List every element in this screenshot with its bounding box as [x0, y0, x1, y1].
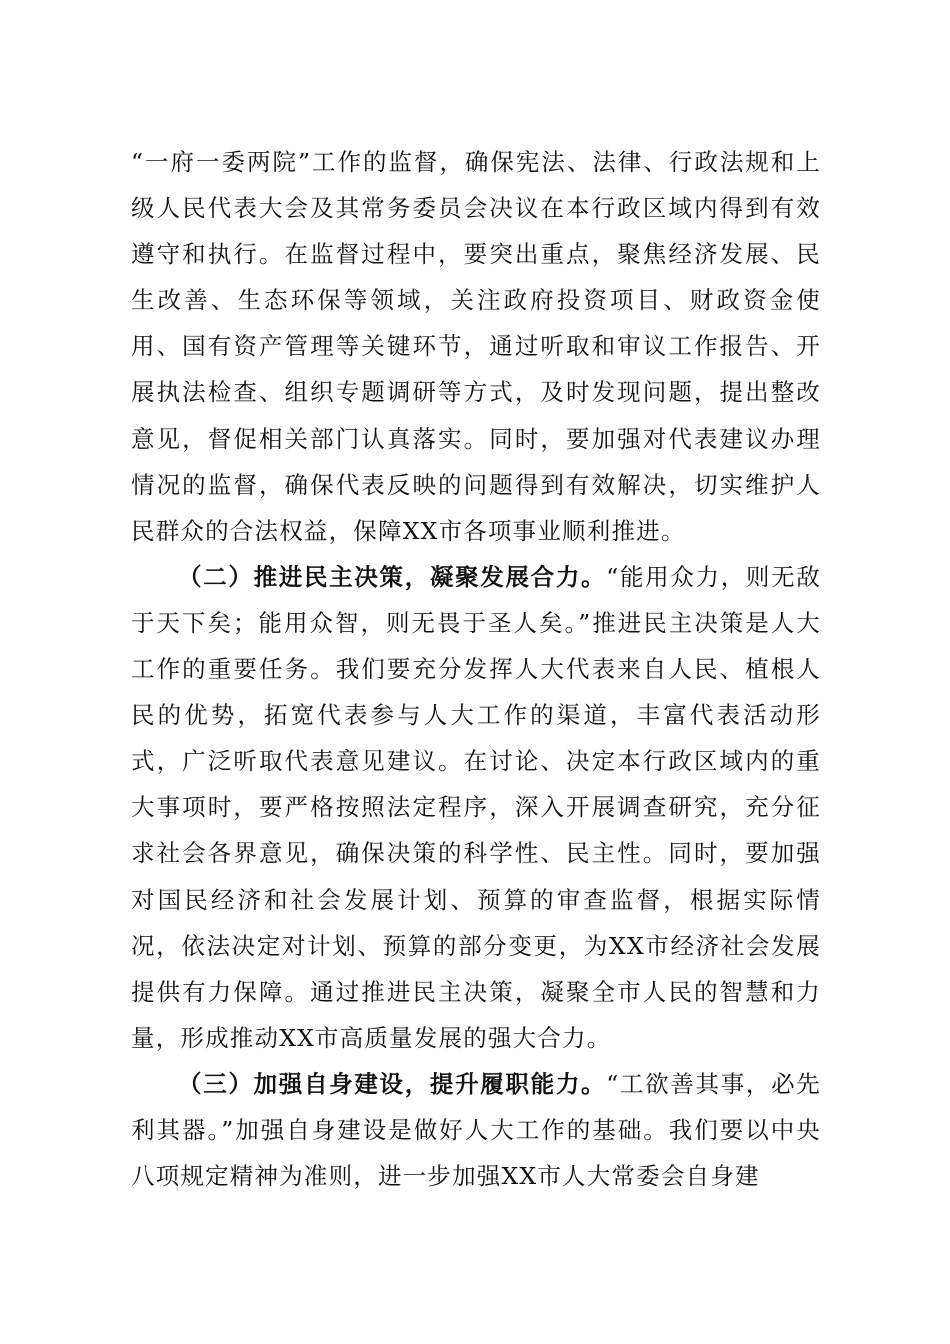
document-body	[131, 139, 821, 1199]
section-heading-3: （三）加强自身建设，提升履职能力。	[178, 1069, 607, 1098]
paragraph-oversight-continued	[131, 139, 821, 554]
section-heading-2: （二）推进民主决策，凝聚发展合力。	[178, 562, 607, 591]
paragraph-text: “工欲善其事，必先利其器。”加强自身建设是做好人大工作的基础。我们要以中央八项规定精神为准则，进一步加强XX市人大常委会自身建	[131, 1069, 821, 1191]
paragraph-text: “一府一委两院”工作的监督，确保宪法、法律、行政法规和上级人民代表大会及其常务委员会决议在本行政区域内得到有效遵守和执行。在监督过程中，要突出重点，聚焦经济发展、民生改善、生态环保等领域，关注政府投资项目、财政资金使用、国有资产管理等关键环节，通过听取和审议工作报告、开展执法检查、组织专题调研等方式，及时发现问题，提出整改意见，督促相关部门认真落实。同时，要加强对代表建议办理情况的监督，确保代表反映的问题得到有效解决，切实维护人民群众的合法权益，保障XX市各项事业顺利推进。	[131, 148, 821, 545]
paragraph-self-building	[131, 1061, 821, 1199]
paragraph-democratic-decision	[131, 554, 821, 1061]
paragraph-text: “能用众力，则无敌于天下矣；能用众智，则无畏于圣人矣。”推进民主决策是人大工作的重要任务。我们要充分发挥人大代表来自人民、植根人民的优势，拓宽代表参与人大工作的渠道，丰富代表活动形式，广泛听取代表意见建议。在讨论、决定本行政区域内的重大事项时，要严格按照法定程序，深入开展调查研究，充分征求社会各界意见，确保决策的科学性、民主性。同时，要加强对国民经济和社会发展计划、预算的审查监督，根据实际情况，依法决定对计划、预算的部分变更，为XX市经济社会发展提供有力保障。通过推进民主决策，凝聚全市人民的智慧和力量，形成推动XX市高质量发展的强大合力。	[131, 562, 821, 1052]
